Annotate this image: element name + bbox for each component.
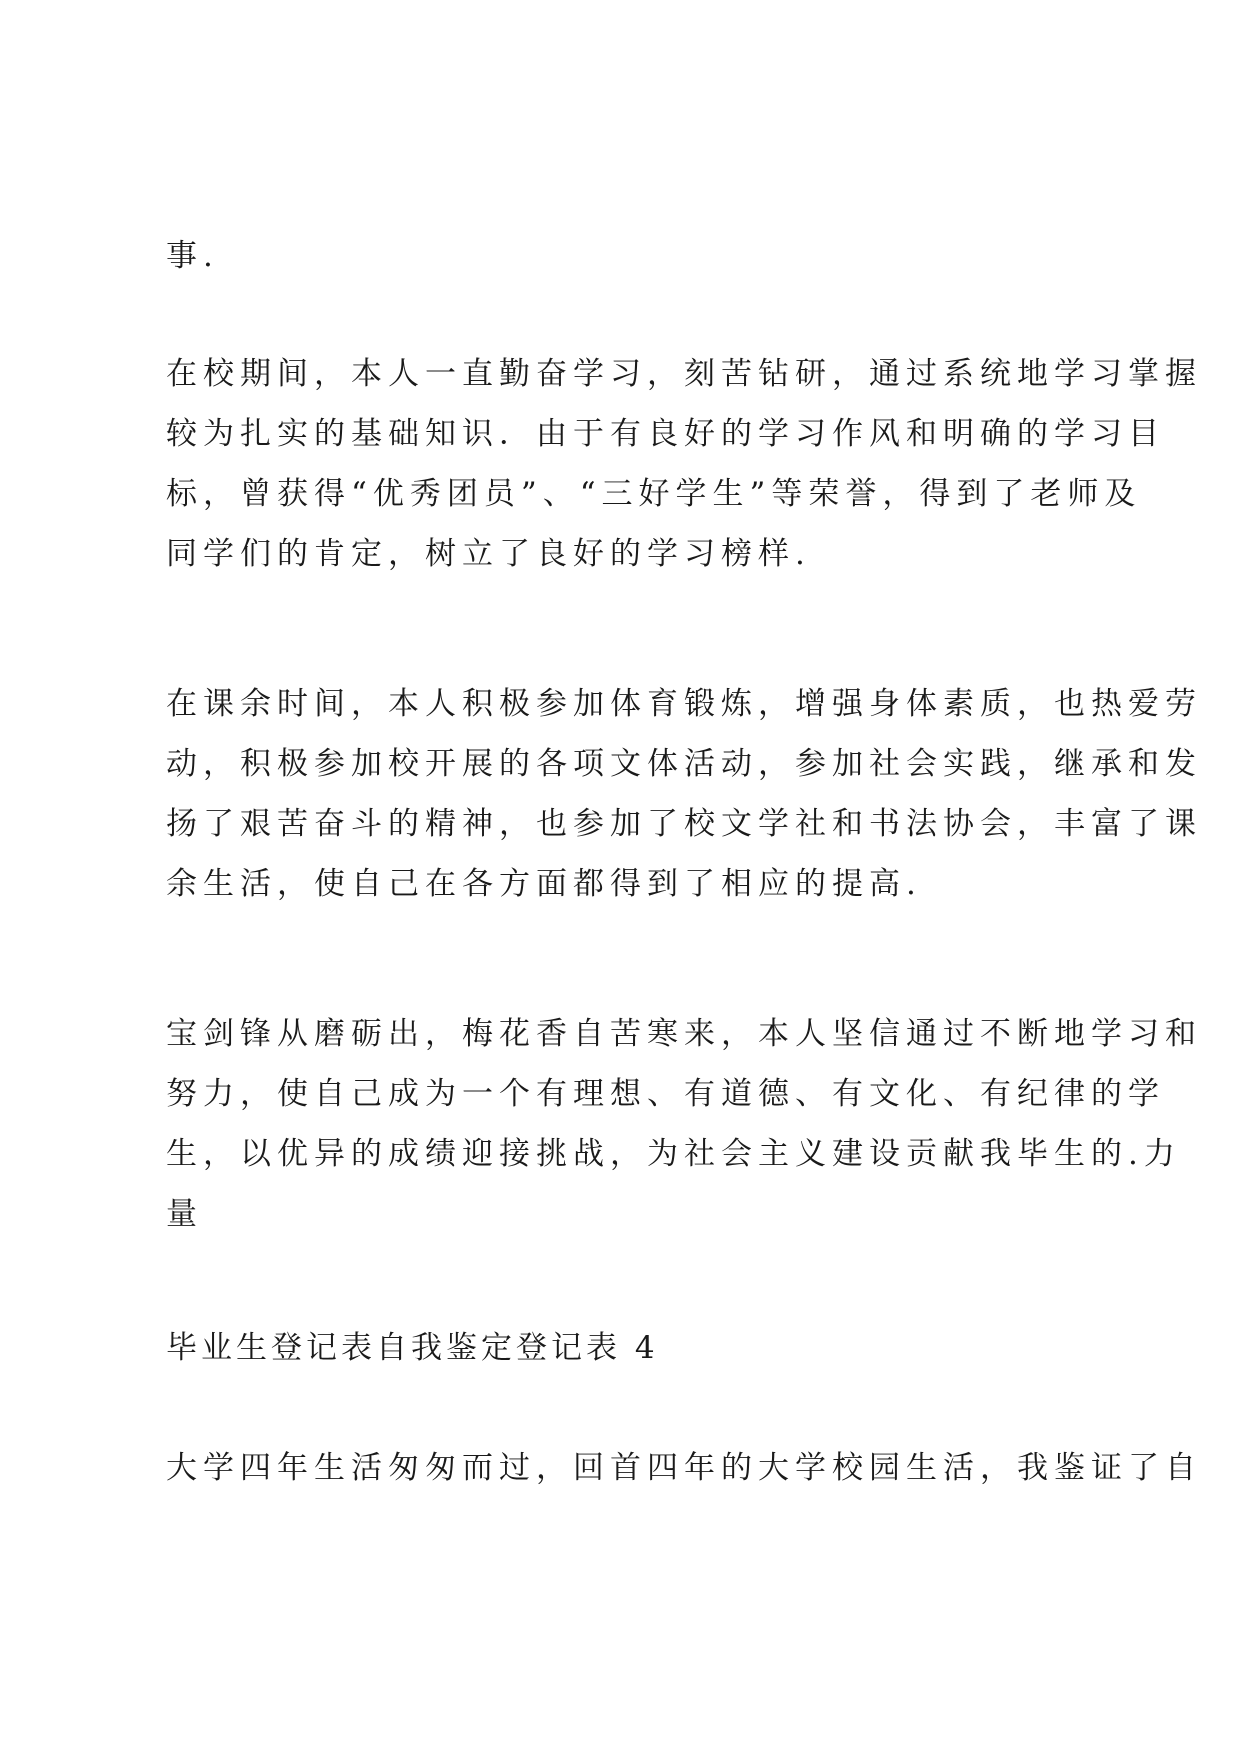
paragraph-study-line-2: 较为扎实的基础知识．由于有良好的学习作风和明确的学习目 [166,416,1165,452]
paragraph-resolve-line-1: 宝剑锋从磨砺出，梅花香自苦寒来，本人坚信通过不断地学习和 [166,1016,1202,1052]
section-heading [166,1318,1096,1378]
paragraph-activities [166,674,1202,914]
paragraph-resolve-line-2: 努力，使自己成为一个有理想、有道德、有文化、有纪律的学 [166,1076,1165,1112]
paragraph-university-line-1: 大学四年生活匆匆而过，回首四年的大学校园生活，我鉴证了自 [166,1450,1202,1486]
paragraph-activities-line-1: 在课余时间，本人积极参加体育锻炼，增强身体素质，也热爱劳 [166,686,1202,722]
fragment-top [166,226,1096,286]
fragment-line-1: 事. [166,238,219,274]
paragraph-activities-line-4: 余生活，使自己在各方面都得到了相应的提高. [166,866,922,902]
paragraph-study-line-4: 同学们的肯定，树立了良好的学习榜样. [166,536,811,572]
paragraph-resolve-line-3: 生，以优异的成绩迎接挑战，为社会主义建设贡献我毕生的.力 [166,1136,1181,1172]
paragraph-activities-line-2: 动，积极参加校开展的各项文体活动，参加社会实践，继承和发 [166,746,1202,782]
paragraph-university [166,1438,1202,1498]
paragraph-activities-line-3: 扬了艰苦奋斗的精神，也参加了校文学社和书法协会，丰富了课 [166,806,1202,842]
paragraph-study [166,344,1202,584]
section-heading-text: 毕业生登记表自我鉴定登记表 4 [166,1330,659,1366]
paragraph-study-line-1: 在校期间，本人一直勤奋学习，刻苦钻研，通过系统地学习掌握 [166,356,1202,392]
paragraph-study-line-3: 标，曾获得“优秀团员”、“三好学生”等荣誉，得到了老师及 [166,476,1142,512]
paragraph-resolve-line-4: 量 [166,1196,203,1232]
paragraph-resolve [166,1004,1202,1244]
